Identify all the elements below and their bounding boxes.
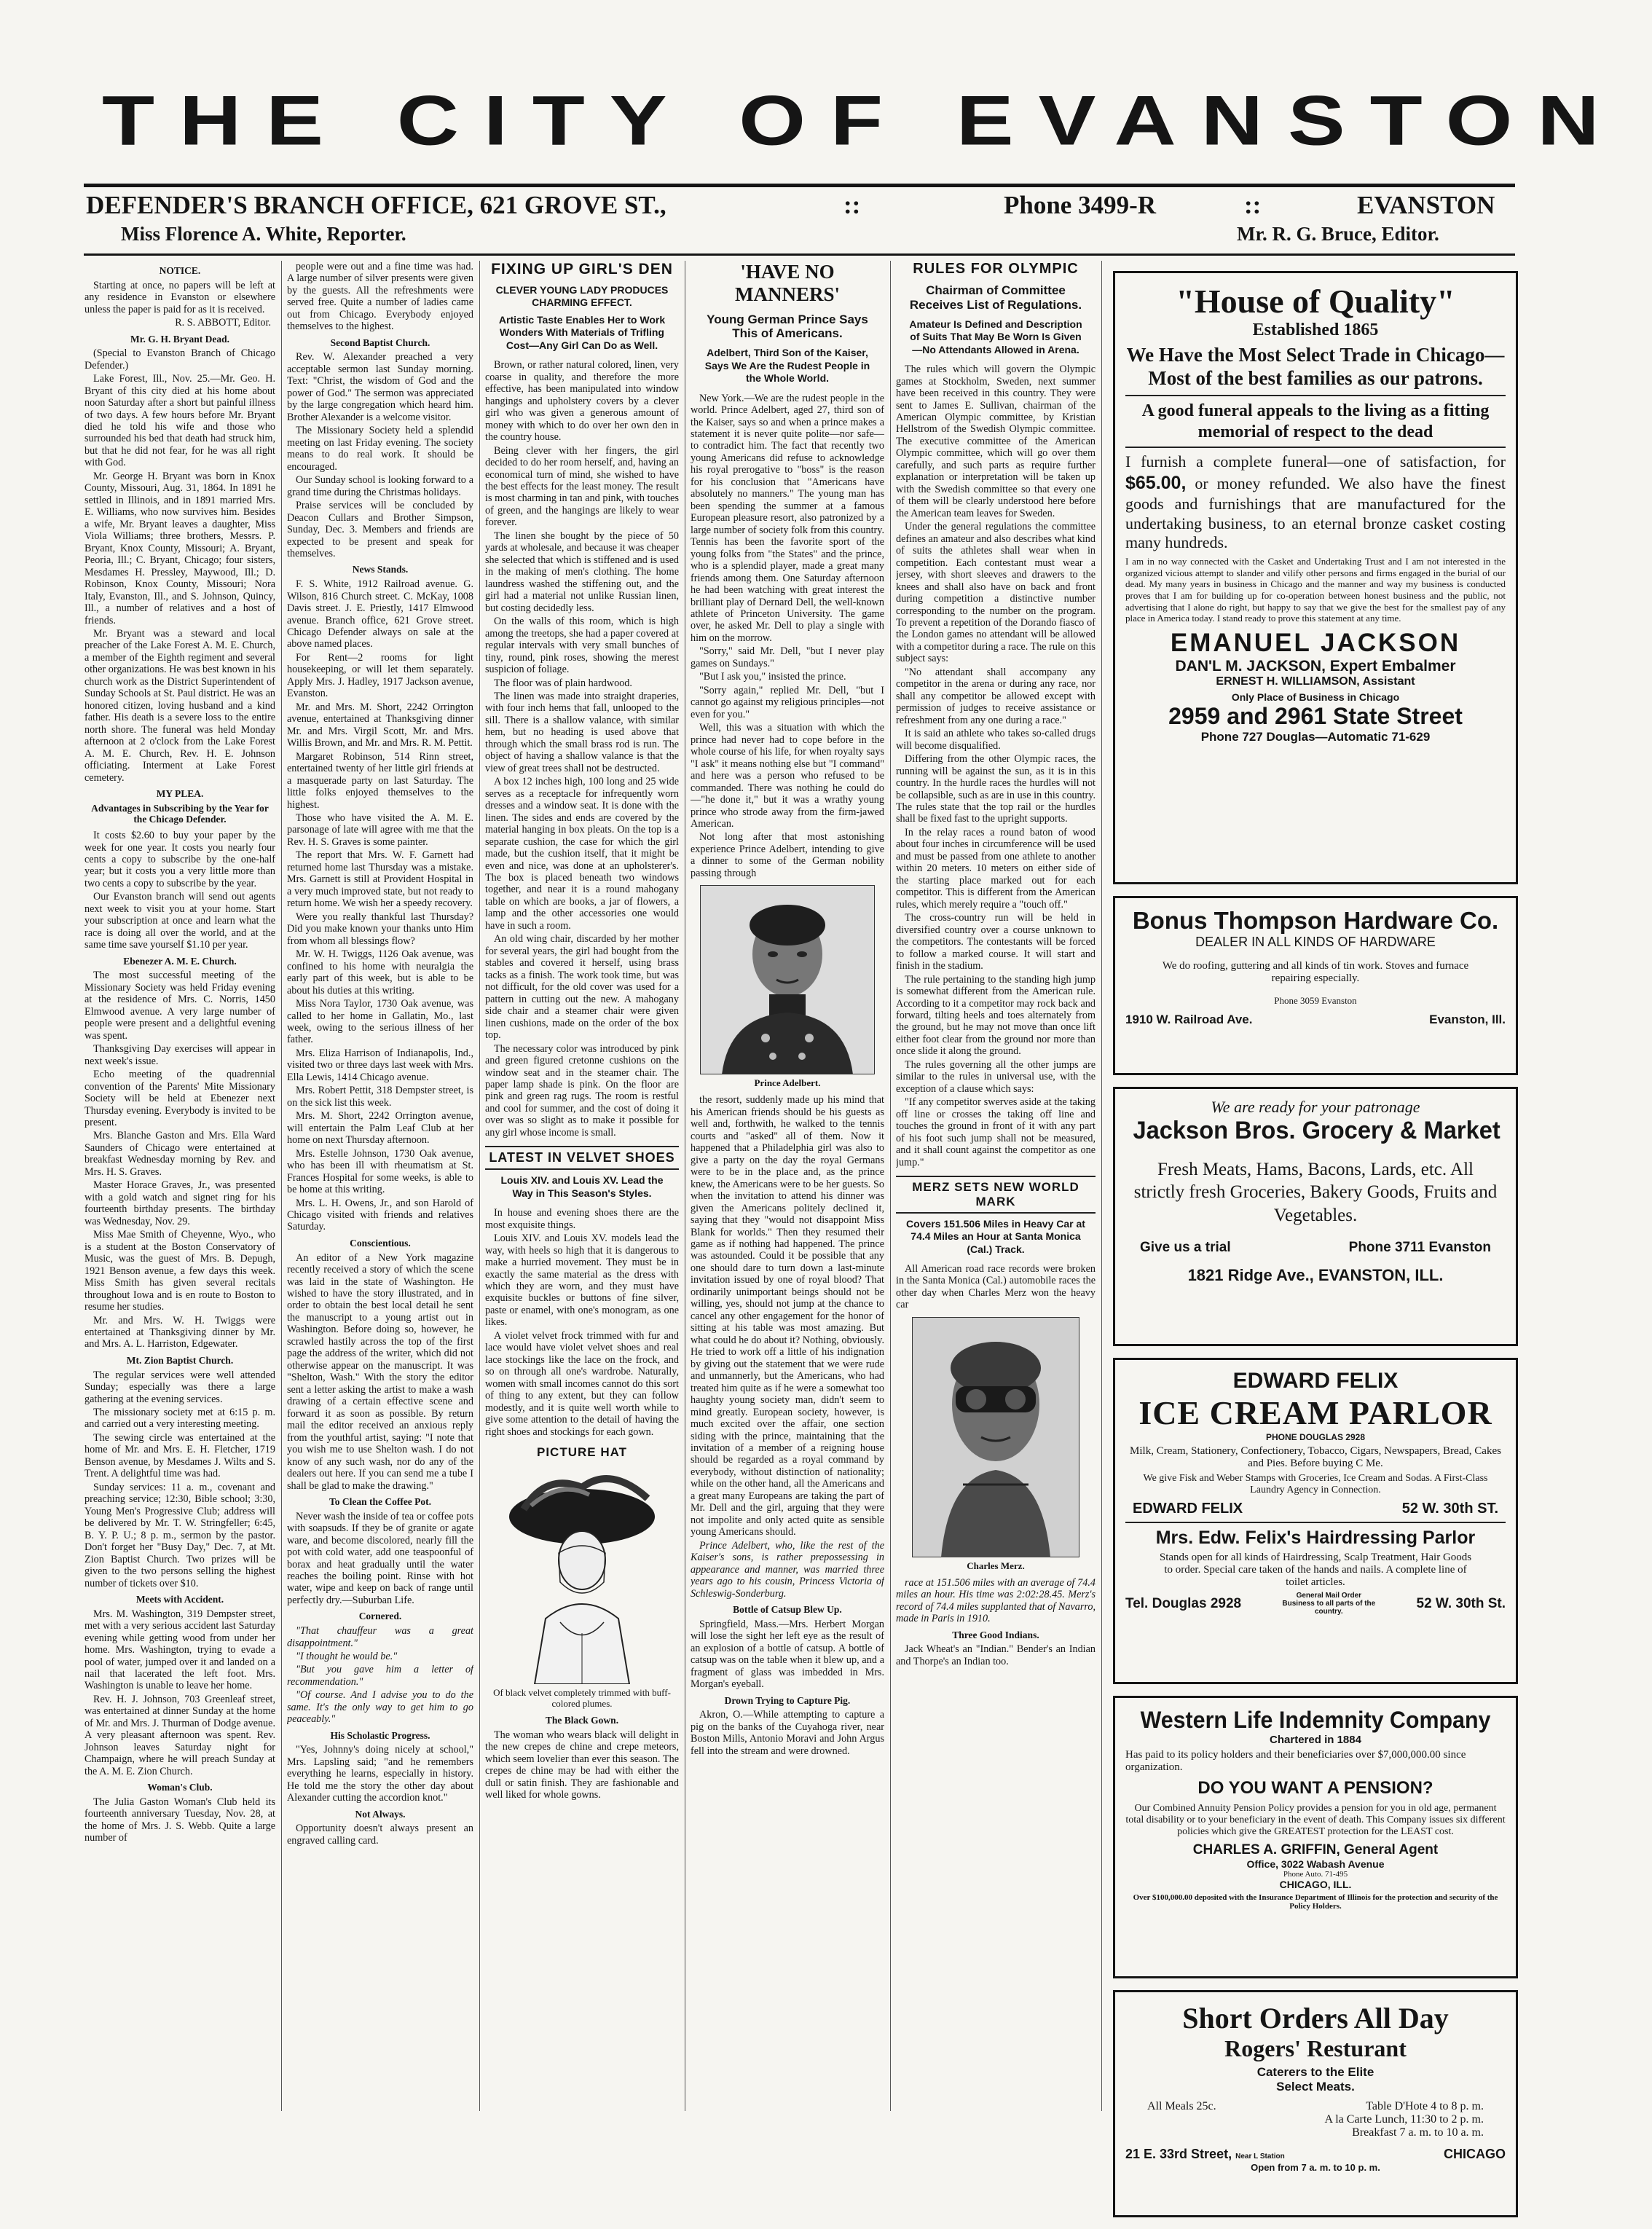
article-paragraph: Differing from the other Olympic races, the running will be against the sun, as it is in this country. In the hurdle races the hurdles will not be collapsible, such as are in use in this country. The rules state that the top rail or the hurdles shall be fixed fast to the upright supports. <box>896 753 1096 825</box>
column-3 <box>485 261 679 2111</box>
article-headline: LATEST IN VELVET SHOES <box>489 1150 675 1165</box>
article-heading: Drown Trying to Capture Pig. <box>724 1694 851 1706</box>
branch-office-line <box>86 191 1515 227</box>
article-paragraph: Mr. George H. Bryant was born in Knox County, Missouri, Aug. 31, 1864. In 1891 he settled in Illinois, and in 1891 married Mrs. E. Williams, who now survives him. Besides a wife, Mr. Bryant leaves a daughter, Miss Viola Williams; three brothers, Messrs. P. Bryant, Knox County, Missouri; A. Bryant, Peoria, Ill.; C. Bryant, Chicago; four sisters, Mesdames H. Pressley, Maywood, Ill.; D. Robinson, Knox County, Missouri; Nora Italy, Evanston, Ill., and S. Johnson, Quincy, Ill., a number of relatives and a host of friends. <box>84 470 275 626</box>
article-paragraph: Mrs. L. H. Owens, Jr., and son Harold of Chicago visited with friends and relatives Saturday. <box>287 1197 473 1233</box>
ad-text-part: or money refunded. We also have the finest goods and furnishings that are manufactured for the undertaking business, to an eternal bronze casket costing many hundreds. <box>1125 474 1506 552</box>
article-paragraph: The floor was of plain hardwood. <box>494 677 632 689</box>
article-paragraph: Sunday services: 11 a. m., covenant and preaching service; 12:30, Bible school; 3:30, Young Men's Progressive Club; address will be delivered by Mr. T. W. Stringfeller; 6:45, B. Y. P. U.; 8 p. m., sermon by the pastor. Don't forget her "Busy Day," Dec. 7, at Mt. Zion Baptist Church. Two prizes will be given to the two persons selling the highest number of tickets over $10. <box>84 1481 275 1589</box>
article-heading: Three Good Indians. <box>952 1629 1039 1640</box>
ad-city: Evanston, Ill. <box>1429 1013 1506 1026</box>
ad-text: Fresh Meats, Hams, Bacons, Lards, etc. All strictly fresh Groceries, Bakery Goods, Fruits and Vegetables. <box>1133 1160 1498 1225</box>
article-subhead: Chairman of Committee Receives List of Regulations. <box>909 283 1082 312</box>
column-2 <box>287 261 473 2111</box>
masthead-title: THE CITY OF EVANSTON <box>102 81 1624 160</box>
separator: :: <box>1244 191 1262 219</box>
notice-text: Starting at once, no papers will be left at any residence in Evanston or elsewhere unless the paper is paid for as it is received. <box>84 279 275 315</box>
article-paragraph: Not long after that most astonishing experience Prince Adelbert, intending to give a dinner to some of the German nobility passing through <box>691 831 884 879</box>
article-paragraph: Being clever with her fingers, the girl decided to do her room herself, and, having an economical turn of mind, she wished to have the best effects for the least money. The result is most charming in tan and pink, with touches of green, and the hangings are likely to wear forever. <box>485 444 679 529</box>
ad-city: CHICAGO <box>1444 2147 1506 2161</box>
article-paragraph: The linen was made into straight draperies, with four inch hems that fall, unlooped to the sill. There is a shallow valance, with similar hem, but no heading is used above that through which the small brass rod is run. The object of having a shallow valance is that the view of great trees shall not be destructed. <box>485 690 679 774</box>
notice-heading: NOTICE. <box>159 265 201 276</box>
ad-menu-item: All Meals 25c. <box>1147 2100 1216 2112</box>
article-paragraph: Praise services will be concluded by Deacon Cullars and Brother Simpson, Sunday, Dec. 3. Members and friends are expected to be present and speak for themselves. <box>287 500 473 559</box>
article-headline: MERZ SETS NEW WORLD MARK <box>912 1180 1079 1208</box>
article-paragraph: Were you really thankful last Thursday? Did you make known your thanks unto Him from whom all blessings flow? <box>287 911 473 947</box>
rogers-restaurant-ad <box>1113 1990 1518 2217</box>
bonus-thompson-hardware-ad <box>1113 896 1518 1075</box>
photo-caption: Prince Adelbert. <box>754 1077 821 1089</box>
article-subhead: CLEVER YOUNG LADY PRODUCES CHARMING EFFECT. <box>495 284 669 308</box>
ad-text: Only Place of Business in Chicago <box>1231 691 1400 703</box>
ad-name: Rogers' Resturant <box>1224 2035 1407 2061</box>
ad-address: 52 W. 30th St. <box>1416 1595 1506 1611</box>
ad-menu-item: A la Carte Lunch, 11:30 to 2 p. m. <box>1324 2113 1484 2126</box>
article-paragraph: On the walls of this room, which is high among the treetops, she had a paper covered at regular intervals with very small bunches of tiny, round, pink roses, showing the merest suspicion of foliage. <box>485 616 679 676</box>
ad-subtitle: DEALER IN ALL KINDS OF HARDWARE <box>1195 935 1436 949</box>
ad-address: 2959 and 2961 State Street <box>1168 702 1463 729</box>
divider <box>1125 1522 1506 1523</box>
picture-hat-illustration <box>502 1466 662 1684</box>
article-heading: Conscientious. <box>350 1237 411 1249</box>
article-deck: Amateur Is Defined and Description of Suits That May Be Worn Is Given —No Attendants Allowed in Arena. <box>909 318 1082 355</box>
ad-text: We do roofing, guttering and all kinds of tin work. Stoves and furnace repairing especially. <box>1162 960 1469 984</box>
article-paragraph: "I thought he would be." <box>296 1650 398 1662</box>
article-heading: MY PLEA. <box>156 788 204 800</box>
article-paragraph: Mr. Bryant was a steward and local preacher of the Lake Forest A. M. E. Church, a member of the Eighth regiment and several other organizations. He was best known in his church work as the District Superintendent of Sunday Schools at St. Paul district. He was an honored citizen, loving husband and a kind father. His death is a severe loss to the entire north shore. The funeral was held Monday afternoon at 2 o'clock from the Lake Forest A. M. E. Church, Rev. H. E. Johnson officiating. Interment at Lake Forest cemetery. <box>84 627 275 784</box>
article-paragraph: The cross-country run will be held in diversified country over a course unknown to the competitors. The contestants will be forced to follow a marked course. It will start and finish in the stadium. <box>896 912 1096 972</box>
article-paragraph: the resort, suddenly made up his mind that his American friends should be his guests as well and, forthwith, he walked to the tennis courts and "asked" all of them. Now it happened that a Philadelphia girl was also to give a party on the day the royal Germans were to be in the place and, as the prince knew, the Americans were to be her guests. So when the invitation to attend his dinner was given the Americans politely declined it, saying that they "would not disappoint Miss Blank for worlds." Then they resumed their game as if nothing had happened. The prince was astounded. Could it be possible that any one should dare to turn down a last-minute invitation issued by one of royal blood? That ordinarily unimportant beings should not be willing, yes, should not jump at the chance to cancel any other engagement for the honor of sitting at his table was most amazing. But what could he do about it? Nothing, obviously. He tried to work off a little of his indignation by giving out the statement that we were rude and unmannerly, but the Americans, who had treated him quite as if he were a somewhat too haughty young society man, didn't seem to mind greatly. European society, however, is much excited over the affair, one section siding with the prince, maintaining that the invitation of a member of a reigning house should be regarded as a royal command by everybody, without distinction of nationality; while on the other hand, all the Americans and a great many Europeans are taking the part of Mr. Dell and the girl, arguing that they were not impolite and only acted quite as sensible young Americans should. <box>691 1094 884 1538</box>
article-deck: Adelbert, Third Son of the Kaiser, Says We Are the Rudest People in the Whole World. <box>704 347 870 385</box>
article-paragraph: Under the general regulations the committee defines an amateur and also describes what kind of suits the athletes shall wear when in competition. Each contestant must wear a jersey, with short sleeves and drawers to the knees and shall also have on back and front during competition a distinctive number corresponding to the number on the program. To prevent a repetition of the Dorando fiasco of the London games no attendant will be allowed with a competitor during a race. The rule on this subject says: <box>896 521 1096 665</box>
article-paragraph: "If any competitor swerves aside at the taking off line or crosses the taking off line and touches the ground in front of it with any part of his foot such jump shall not be measured, and it shall count against the competitor as one jump." <box>896 1096 1096 1168</box>
article-paragraph: "Yes, Johnny's doing nicely at school," Mrs. Lapsling said; "and he remembers everything he learns, especially in history. He told me the story the other day about Alexander cutting the accordion knot." <box>287 1744 473 1804</box>
article-paragraph: "But I ask you," insisted the prince. <box>699 671 846 683</box>
ad-text: Milk, Cream, Stationery, Confectionery, Tobacco, Cigars, Newspapers, Bread, Cakes and Pies. Before buying C Me. <box>1130 1445 1501 1469</box>
ad-address: 52 W. 30th ST. <box>1401 1501 1498 1517</box>
article-paragraph: Well, this was a situation with which the prince had never had to cope before in the whole course of his life, for when royalty says "I ask" it means nothing else but "I command" and here was a person who refused to be commanded. There was nothing he could do—"he done it," but it was a wrathy young prince who strode away from the firm-jawed American. <box>691 722 884 830</box>
divider <box>1125 447 1506 448</box>
charles-merz-photo <box>912 1317 1079 1557</box>
article-paragraph: The rules which will govern the Olympic games at Stockholm, Sweden, next summer have been received in this country. They were sent to James E. Sullivan, chairman of the American Olympic committee, by Kristian Hellstrom of the Swedish Olympic committee. The executive committee of the American Olympic committee, which will go over them carefully, and such parts as require further explanation or interpretation will be taken up with the Swedish committee so that every one of them will be clearly understood here before the American team leaves for Sweden. <box>896 363 1096 519</box>
article-heading: News Stands. <box>352 564 409 575</box>
article-paragraph: Margaret Robinson, 514 Rinn street, entertained twenty of her little girl friends at a masquerade party on last Saturday. The little folks enjoyed themselves to the highest. <box>287 750 473 811</box>
branch-office: DEFENDER'S BRANCH OFFICE, 621 GROVE ST., <box>86 191 666 219</box>
ad-text: Has paid to its policy holders and their beneficiaries over $7,000,000.00 since organization. <box>1125 1749 1466 1773</box>
ad-subname: DAN'L M. JACKSON, Expert Embalmer <box>1175 657 1456 675</box>
article-paragraph: Mrs. Estelle Johnson, 1730 Oak avenue, who has been ill with rheumatism at St. Frances Hospital for some weeks, is able to be home at this writing. <box>287 1147 473 1196</box>
article-headline: FIXING UP GIRL'S DEN <box>491 261 673 278</box>
article-paragraph: Brown, or rather natural colored, linen, very coarse in quality, and therefore the more effective, has been manipulated into window hangings and upholstery covers by a clever girl who was given a generous amount of money with which to do over her own den in the country house. <box>485 359 679 444</box>
ad-menu-item: Table D'Hote 4 to 8 p. m. <box>1366 2100 1484 2112</box>
article-paragraph: Mrs. M. Washington, 319 Dempster street, met with a very serious accident last Saturday evening while getting wood from under her home. Mrs. Washington, trying to evade a pool of water, jumped over it and landed on a nail that lacerated the left foot. Mrs. Washington is unable to leave her home. <box>84 1608 275 1692</box>
article-paragraph: In house and evening shoes there are the most exquisite things. <box>485 1207 679 1231</box>
article-paragraph: The woman who wears black will delight in the new crepes de chine and crepe meteors, which seem lovelier than ever this season. The crepes de chine may be had with either the dull or satin finish. They are fashionable and well liked for whole gowns. <box>485 1729 679 1801</box>
article-paragraph: For Rent—2 rooms for light housekeeping, or will let them separately. Apply Mrs. J. Hadley, 1917 Jackson avenue, Evanston. <box>287 651 473 700</box>
header-rule <box>84 253 1515 256</box>
illustration-title: PICTURE HAT <box>536 1445 627 1460</box>
ad-hours: Open from 7 a. m. to 10 p. m. <box>1251 2162 1380 2173</box>
prince-adelbert-photo <box>700 885 875 1074</box>
ad-subtitle: Caterers to the Elite <box>1256 2065 1374 2079</box>
article-subhead: Young German Prince Says This of Americans. <box>707 312 868 341</box>
column-rule <box>1101 261 1102 2111</box>
ad-name: EDWARD FELIX <box>1232 1369 1399 1393</box>
article-paragraph: Miss Nora Taylor, 1730 Oak avenue, was called to her home in Gallatin, Mo., last week, owing to the serious illness of her father. <box>287 998 473 1046</box>
ad-phone: PHONE DOUGLAS 2928 <box>1265 1432 1366 1442</box>
ad-phone: Phone 3059 Evanston <box>1274 995 1357 1006</box>
article-paragraph: Lake Forest, Ill., Nov. 25.—Mr. Geo. H. Bryant of this city died at his home about noon Saturday after a short but painful illness of two days. A few hours before Mr. Bryant died he told his wife and those who surrounded his bed that death had struck him, but that he did not fear, for he was all right with God. <box>84 373 275 469</box>
ad-title: ICE CREAM PARLOR <box>1138 1394 1492 1431</box>
article-deck: Artistic Taste Enables Her to Work Wonders With Materials of Trifling Cost—Any Girl Can Do as Well. <box>498 313 666 351</box>
ad-agent: CHARLES A. GRIFFIN, General Agent <box>1192 1842 1439 1858</box>
western-life-indemnity-ad <box>1113 1696 1518 1978</box>
article-paragraph: New York.—We are the rudest people in the world. Prince Adelbert, aged 27, third son of the Kaiser, says so and when a prince makes a statement it is never quite polite—nor safe—to contradict him. The fact that recently two young Americans did refuse to acknowledge his royal prerogative to "boss" is the reason for his conclusion that "Americans have absolutely no manners." The young man has been spending the summer at a famous European pleasure resort, also patronized by a large number of society folk from this country. Tennis has been the favorite sport of the young folks from "the States" and the prince, who is a splendid player, made a great many friends among them. One Saturday afternoon he had been watching with great interest the brilliant play of Dernard Dell, the well-known athlete of Princeton University. The game over, he asked Mr. Dell to play a single with him on the morrow. <box>691 392 884 644</box>
edward-felix-ice-cream-ad <box>1113 1358 1518 1684</box>
article-paragraph: Prince Adelbert, who, like the rest of the Kaiser's sons, is rather prepossessing in appearance and manner, was married three years ago to his cousin, Princess Victoria of Schleswig-Sonderburg. <box>691 1539 884 1600</box>
ad-address: 21 E. 33rd Street, <box>1125 2147 1232 2161</box>
ad-fine-print: Over $100,000.00 deposited with the Insurance Department of Illinois for the protection and security of the Policy Holders. <box>1133 1893 1498 1911</box>
article-paragraph: Rev. H. J. Johnson, 703 Greenleaf street, was entertained at dinner Sunday at the home of Mr. and Mrs. J. Thurman of Dodge avenue. A very pleasant afternoon was spent. Rev. Johnson leaves Saturday night for Champaign, where he will preach Sunday at the A. M. E. Zion Church. <box>84 1693 275 1777</box>
ad-title: Bonus Thompson Hardware Co. <box>1132 907 1499 934</box>
article-paragraph: A violet velvet frock trimmed with fur and lace would have violet velvet shoes and real lace stockings like the lace on the frock, and so on through all one's wardrobe. Naturally, women with small incomes cannot do this sort of thing to any extent, but they can follow modestly, and it is quite well worth while to give some attention to the detail of having the right shoes and stockings for each gown. <box>485 1329 679 1438</box>
article-paragraph: The necessary color was introduced by pink and green figured cretonne cushions on the window seat and in the steamer chair. The paper lamp shade is pink. On the floor are pink and green rag rugs. The room is restful and cool for summer, and the cost of doing it over was so slight as to make it possible for any girl whose income is small. <box>485 1042 679 1139</box>
article-paragraph: "Sorry again," replied Mr. Dell, "but I cannot go against my religious principles—not even for you." <box>691 684 884 720</box>
advertisements-column <box>1113 271 1518 2229</box>
article-paragraph: In the relay races a round baton of wood about four inches in circumference will be used and must be passed from one athlete to another within 20 meters. 10 meters on either side of the starting place marked out for each competitor. This is different from the American rules, which merely require a "touch off." <box>896 826 1096 911</box>
illustration-caption: Of black velvet completely trimmed with buff-colored plumes. <box>493 1686 671 1709</box>
article-paragraph: "No attendant shall accompany any competitor in the arena or during any race, nor shall any competitor be allowed except with permission of judges to receive assistance or refreshment from any one during a race." <box>896 666 1096 726</box>
article-paragraph: "Sorry," said Mr. Dell, "but I never play games on Sundays." <box>691 645 884 669</box>
article-heading: Ebenezer A. M. E. Church. <box>123 955 237 967</box>
article-paragraph: F. S. White, 1912 Railroad avenue. G. Wilson, 816 Church street. C. McKay, 1008 Davis street. J. E. Priestly, 1417 Elmwood avenue. Branch office, 621 Grove street. Chicago Defender always on sale at the above named places. <box>287 578 473 650</box>
ad-price: $65.00, <box>1125 473 1187 494</box>
ad-text-part: I furnish a complete funeral—one of satisfaction, for <box>1125 452 1506 471</box>
article-paragraph: Springfield, Mass.—Mrs. Herbert Morgan will lose the sight her left eye as the result of an explosion of a bottle of catsup. A bottle of catsup was on the table when it blew up, and a fragment of glass was imbedded in Mrs. Morgan's eyeball. <box>691 1618 884 1691</box>
article-headline: 'HAVE NO MANNERS' <box>734 261 840 306</box>
article-heading: To Clean the Coffee Pot. <box>329 1495 432 1507</box>
ad-title: Short Orders All Day <box>1182 2002 1449 2035</box>
masthead-rule <box>84 184 1515 187</box>
ad-text: Our Combined Annuity Pension Policy provides a pension for you in old age, permanent total disability or to your beneficiary in the event of death. This Company issues six different policies which give the GREATEST protection for the LEAST cost. <box>1125 1803 1506 1837</box>
article-paragraph: Louis XIV. and Louis XV. models lead the way, with heels so high that it is dangerous to make a hurried movement. They must be in exactly the same material as the dress with which they are worn, and they must have exquisite buckles or buttons of fine silver, paste or enamel, with one's monogram, as one likes. <box>485 1233 679 1329</box>
article-heading: Cornered. <box>358 1611 402 1622</box>
ad-name: EDWARD FELIX <box>1133 1501 1243 1517</box>
article-heading: Meets with Accident. <box>135 1594 224 1605</box>
ad-title: Western Life Indemnity Company <box>1140 1707 1491 1733</box>
article-paragraph: Akron, O.—While attempting to capture a pig on the banks of the Cuyahoga river, near Boston Mills, Antonio Moravi and John Argus fell into the stream and were drowned. <box>691 1709 884 1757</box>
reporter: Miss Florence A. White, Reporter. <box>121 223 406 245</box>
article-headline: RULES FOR OLYMPIC <box>913 261 1079 277</box>
article-paragraph: Mrs. Blanche Gaston and Mrs. Ella Ward Saunders of Chicago were entertained at breakfast Wednesday morning by Rev. and Mrs. H. S. Graves. <box>84 1130 275 1178</box>
article-paragraph: Mrs. Robert Pettit, 318 Dempster street, is on the sick list this week. <box>287 1085 473 1109</box>
ad-established: Established 1865 <box>1252 321 1379 339</box>
column-5 <box>896 261 1096 2111</box>
article-heading: Woman's Club. <box>147 1782 213 1793</box>
staff-line <box>86 223 1515 252</box>
article-paragraph: people were out and a fine time was had. A large number of silver presents were given by the guests. All the refreshments were served free. Quite a number of ladies came out from Chicago. Everybody enjoyed themselves to the highest. <box>287 261 473 333</box>
article-paragraph: The missionary society met at 6:15 p. m. and carried out a very interesting meeting. <box>84 1406 275 1431</box>
article-paragraph: Mrs. Eliza Harrison of Indianapolis, Ind., visited two or three days last week with Mrs. Ella Lewis, 1414 Chicago avenue. <box>287 1047 473 1083</box>
article-paragraph: race at 151.506 miles with an average of 74.4 miles an hour. His time was 2:02:28.45. Merz's record of 74.4 miles supplanted that of Navarro, made in Paris in 1910. <box>896 1576 1096 1625</box>
article-paragraph: It costs $2.60 to buy your paper by the week for one year. It costs you nearly four cents a copy to subscribe by the one-half year; but it costs you a very little more than two cents a copy to subscribe by the year. <box>84 830 275 889</box>
article-paragraph: "Of course. And I advise you to do the same. It's the only way to get him to go peaceably." <box>287 1689 473 1726</box>
article-paragraph: It is said an athlete who takes so-called drugs will become disqualified. <box>896 728 1096 752</box>
ad-title: Jackson Bros. Grocery & Market <box>1133 1117 1500 1144</box>
ad-address-note: Near L Station <box>1235 2153 1285 2161</box>
ad-text: We give Fisk and Weber Stamps with Groceries, Ice Cream and Sodas. A First-Class Laundry Agency in Connection. <box>1143 1473 1488 1495</box>
article-paragraph: Our Sunday school is looking forward to a grand time during the Christmas holidays. <box>287 474 473 498</box>
ad-address: 1910 W. Railroad Ave. <box>1125 1013 1253 1026</box>
article-paragraph: (Special to Evanston Branch of Chicago Defender.) <box>84 347 275 372</box>
ad-headline: DO YOU WANT A PENSION? <box>1197 1778 1433 1798</box>
ad-text: Stands open for all kinds of Hairdressing, Scalp Treatment, Hair Goods to order. Special care taken of the hands and nails. A complete line of toilet articles. <box>1159 1552 1472 1588</box>
article-heading: His Scholastic Progress. <box>330 1729 430 1741</box>
article-paragraph: An editor of a New York magazine recently received a story of which the scene was laid in the state of Washington. He wished to have the story illustrated, and in order to obtain the best local detail he sent the manuscript to a young artist out in Washington. Before doing so, however, he scrawled hastily across the top of the first page the address of the writer, which did not otherwise appear on the manuscript. It was "Shelton, Wash." With the story the editor sent a letter asking the artist to make a wash drawing of a certain effective scene and forward it as soon as possible. By return mail the editor received an anxious reply from the youthful artist, saying: "I note that you wish me to use Shelton wash. I do not know of any such wash, nor do any of the dealers out here. If you can send me a tube I shall be glad to make the drawing." <box>287 1251 473 1492</box>
article-paragraph: The rule pertaining to the standing high jump is somewhat different from the American rule. According to it a competitor may rock back and forward, tilting heels and toes alternately from the ground, but he may not move than once lift either foot clear from the ground nor more than once slide it along the ground. <box>896 973 1096 1058</box>
article-deck: Advantages in Subscribing by the Year for the Chicago Defender. <box>91 802 269 825</box>
article-paragraph: Miss Mae Smith of Cheyenne, Wyo., who is a student at the Boston Conservatory of Music, was the guest of Mrs. B. Depugh, 1921 Benson avenue, a few days this week. Miss Smith has given several recitals throughout Iowa and is en route to Boston to resume her studies. <box>84 1229 275 1313</box>
article-paragraph: Rev. W. Alexander preached a very acceptable sermon last Sunday morning. Text: "Christ, the wisdom of God and the power of God." The sermon was appreciated by the large congregation which heard him. Brother Alexander is a welcome visitor. <box>287 351 473 423</box>
ad-address: 1821 Ridge Ave., EVANSTON, ILL. <box>1187 1265 1444 1284</box>
ad-phone: Tel. Douglas 2928 <box>1125 1595 1242 1611</box>
ad-address: Office, 3022 Wabash Avenue <box>1246 1858 1385 1870</box>
ad-fine-print: I am in no way connected with the Casket and Undertaking Trust and I am not interested in the organized vicious attempt to slander and vilify other persons and firms engaged in the burial of our dead. My many years in business in Chicago and the manner and way my business is conducted proves that I am for building up for co-operation between honest business and the public, not advertising that I alone do right, but happy to say that we give the best for the smallest pay of any place in America today. I stand ready to prove this statement at any time. <box>1125 556 1506 624</box>
ad-text: We Have the Most Select Trade in Chicago—Most of the best families as our patrons. <box>1126 344 1505 390</box>
ad-text: A good funeral appeals to the living as a fitting memorial of respect to the dead <box>1141 401 1490 441</box>
column-rule <box>281 261 282 2111</box>
article-paragraph: Our Evanston branch will send out agents next week to visit you at your home. Start your subscription at once and learn what the race is doing all over the world, and at the same time save yourself $1.10 per year. <box>84 891 275 951</box>
article-paragraph: Master Horace Graves, Jr., was presented with a gold watch and signet ring for his fourteenth birthday presents. The birthday was Wednesday, Nov. 29. <box>84 1179 275 1227</box>
article-paragraph: Echo meeting of the quadrennial convention of the Parents' Mite Missionary Society will be held at Ebenezer next Thursday evening. Everybody is invited to be present. <box>84 1069 275 1128</box>
separator: :: <box>843 191 861 219</box>
article-paragraph: The rules governing all the other jumps are similar to the rules in universal use, with the exception of a clause which says: <box>896 1058 1096 1095</box>
article-heading: Second Baptist Church. <box>330 337 430 348</box>
article-deck: Louis XIV. and Louis XV. Lead the Way in This Season's Styles. <box>500 1174 664 1199</box>
ad-tagline: We are ready for your patronage <box>1211 1098 1420 1116</box>
article-paragraph: Opportunity doesn't always present an engraved calling card. <box>287 1823 473 1847</box>
article-heading: Not Always. <box>355 1808 406 1820</box>
ad-call-to-action: Give us a trial <box>1140 1239 1231 1255</box>
article-paragraph: A box 12 inches high, 100 long and 25 wide serves as a receptacle for infrequently worn dresses and a window seat. It is done with the linen. The sides and ends are covered by the material hanging in box pleats. On the top is a separate cushion, the case for which the girl made, but the cushion itself, that it might be even and nice, was done at an upholsterer's. The box is placed beneath two windows together, and near it is a round mahogany table on which are books, a jar of flowers, a lamp and the other accessories one would have in such a room. <box>485 776 679 932</box>
ad-text <box>1125 452 1506 553</box>
article-paragraph: "But you gave him a letter of recommendation." <box>287 1664 473 1688</box>
ad-name: EMANUEL JACKSON <box>1170 628 1461 657</box>
ad-fine-print: General Mail Order Business to all parts of the country. <box>1282 1592 1376 1616</box>
phone: Phone 3499-R <box>1004 191 1157 219</box>
article-paragraph: The report that Mrs. W. F. Garnett had returned home last Thursday was a mistake. Mrs. Garnett is still at Provident Hospital in a very much improved state, but not ready to return home. We wish her a speedy recovery. <box>287 849 473 910</box>
column-1 <box>84 261 275 2111</box>
ad-title: "House of Quality" <box>1176 283 1455 320</box>
ad-title: Mrs. Edw. Felix's Hairdressing Parlor <box>1155 1528 1476 1548</box>
article-paragraph: An old wing chair, discarded by her mother for several years, the girl had bought from the stables and covered it herself, using brass tacks as a finish. The work took time, but was not difficult, for the old cover was used for a pattern in cutting out the new. A mahogany side chair and a steamer chair were given linen cushions, made on the order of the box top. <box>485 933 679 1042</box>
article-paragraph: The sewing circle was entertained at the home of Mr. and Mrs. E. H. Fletcher, 1719 Benson avenue, by Mesdames J. Wilts and S. Trent. A delightful time was had. <box>84 1431 275 1480</box>
article-paragraph: The regular services were well attended Sunday; especially was there a large gathering at the evening services. <box>84 1369 275 1405</box>
house-of-quality-ad <box>1113 271 1518 884</box>
column-rule <box>479 261 480 2111</box>
article-paragraph: Mrs. M. Short, 2242 Orrington avenue, will entertain the Palm Leaf Club at her home on next Thursday afternoon. <box>287 1110 473 1147</box>
article-heading: Bottle of Catsup Blew Up. <box>733 1604 842 1616</box>
article-paragraph: The Julia Gaston Woman's Club held its fourteenth anniversary Tuesday, Nov. 28, at the home of Mrs. J. S. Webb. Quite a large number of <box>84 1796 275 1844</box>
article-paragraph: "That chauffeur was a great disappointment." <box>287 1625 473 1649</box>
city-name: EVANSTON <box>1357 191 1495 219</box>
article-paragraph: Never wash the inside of tea or coffee pots with soapsuds. If they be of granite or agate ware, and become discolored, nearly fill the pot with cold water, add one teaspoonful of borax and heat gradually until the water reaches the boiling point. Rinse with hot water, wipe and keep on back of range until perfectly dry.—Suburban Life. <box>287 1510 473 1606</box>
ad-subname: ERNEST H. WILLIAMSON, Assistant <box>1216 675 1415 688</box>
ad-subtitle: Chartered in 1884 <box>1270 1734 1361 1746</box>
divider <box>1125 395 1506 396</box>
ad-phone: Phone 3711 Evanston <box>1348 1239 1491 1255</box>
ad-city: CHICAGO, ILL. <box>1279 1879 1352 1890</box>
article-heading: Mr. G. H. Bryant Dead. <box>130 333 229 345</box>
article-paragraph: Thanksgiving Day exercises will appear in next week's issue. <box>84 1043 275 1067</box>
article-heading: The Black Gown. <box>545 1714 619 1726</box>
article-paragraph: The Missionary Society held a splendid meeting on last Friday evening. The society means to do real work. It should be encouraged. <box>287 425 473 473</box>
column-4 <box>691 261 884 2111</box>
column-rule <box>890 261 891 2111</box>
article-deck: Covers 151.506 Miles in Heavy Car at 74.4 Miles an Hour at Santa Monica (Cal.) Track. <box>906 1217 1085 1255</box>
article-paragraph: Mr. and Mrs. W. H. Twiggs were entertained at Thanksgiving dinner by Mr. and Mrs. A. L. Harriston, Edgewater. <box>84 1314 275 1351</box>
article-heading: Mt. Zion Baptist Church. <box>126 1354 234 1366</box>
article-paragraph: The linen she bought by the piece of 50 yards at wholesale, and because it was cheaper she selected that which is stiffened and is used in the making of men's clothing. The home laundress washed the stiffening out, and the girl had a material not unlike Russian linen, but costing decidedly less. <box>485 530 679 614</box>
article-paragraph: Mr. W. H. Twiggs, 1126 Oak avenue, was confined to his home with neuralgia the early part of this week, but is able to be about his duties at this writing. <box>287 948 473 996</box>
jackson-bros-grocery-ad <box>1113 1087 1518 1346</box>
article-paragraph: Jack Wheat's an "Indian." Bender's an Indian and Thorpe's an Indian too. <box>896 1643 1096 1667</box>
ad-phone: Phone 727 Douglas—Automatic 71-629 <box>1200 729 1431 744</box>
ad-menu-item: Breakfast 7 a. m. to 10 a. m. <box>1352 2126 1484 2139</box>
ad-phone: Phone Auto. 71-495 <box>1283 1870 1348 1879</box>
ad-subtitle: Select Meats. <box>1276 2080 1355 2094</box>
article-paragraph: All American road race records were broken in the Santa Monica (Cal.) automobile races the other day when Charles Merz won the heavy car <box>896 1263 1096 1311</box>
article-paragraph: Those who have visited the A. M. E. parsonage of late will agree with me that the Rev. H. S. Graves is some painter. <box>287 812 473 848</box>
photo-caption: Charles Merz. <box>967 1560 1025 1571</box>
notice-signature: R. S. ABBOTT, Editor. <box>175 317 271 329</box>
article-paragraph: The most successful meeting of the Missionary Society was held Friday evening at the residence of Mrs. C. Norris, 1450 Elmwood avenue. A very large number of people were present and a delightful evening was spent. <box>84 970 275 1042</box>
editor: Mr. R. G. Bruce, Editor. <box>1237 223 1439 245</box>
article-paragraph: Mr. and Mrs. M. Short, 2242 Orrington avenue, entertained at Thanksgiving dinner Mr. and Mrs. Virgil Scott, Mr. and Mrs. Willis Brown, and Mr. and Mrs. R. M. Pettit. <box>287 701 473 750</box>
